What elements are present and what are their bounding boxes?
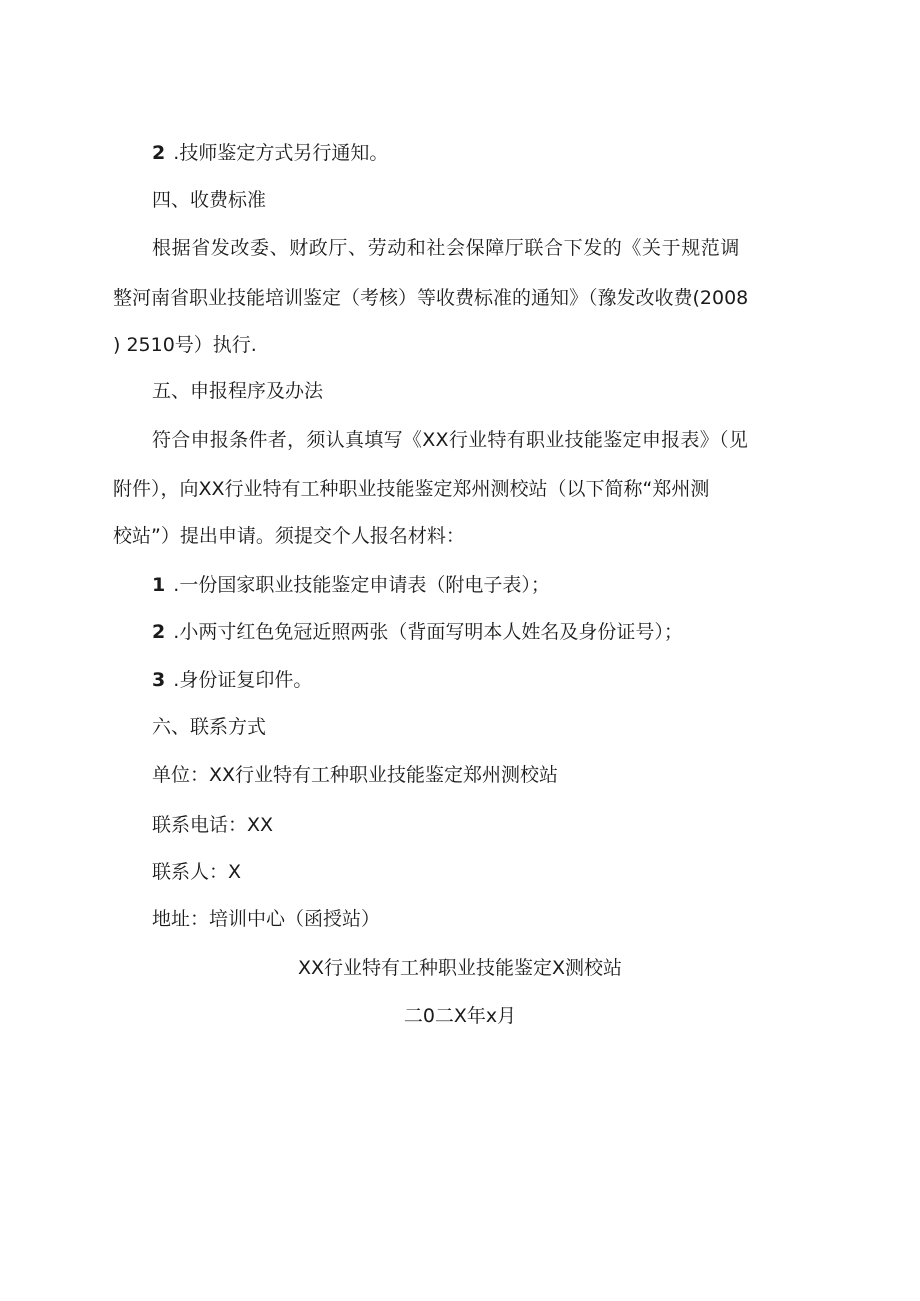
- material-item-3: [0, 665, 920, 695]
- item-text: .一份国家职业技能鉴定申请表（附电子表）；: [173, 574, 550, 596]
- contact-address: 地址：培训中心（函授站）: [152, 908, 381, 930]
- section-6-heading: 六、联系方式: [152, 716, 267, 738]
- item-text: .身份证复印件。: [173, 669, 313, 691]
- apply-paragraph-line-3: 校站”）提出申请。须提交个人报名材料：: [113, 525, 465, 547]
- apply-paragraph-line-1: 符合申报条件者，须认真填写《XX行业特有职业技能鉴定申报表》（见: [152, 429, 749, 451]
- item-number: 3: [152, 669, 166, 691]
- item-number: 2: [152, 621, 166, 643]
- material-item-1: [0, 570, 920, 600]
- section-4-heading: 四、收费标准: [152, 189, 267, 211]
- apply-paragraph-line-2: 附件），向XX行业特有工种职业技能鉴定郑州测校站（以下简称“郑州测: [113, 478, 710, 500]
- fee-paragraph-line-3: ) 2510号）执行.: [113, 334, 257, 356]
- item-number: 2: [152, 142, 166, 164]
- item-text: .小两寸红色免冠近照两张（背面写明本人姓名及身份证号）；: [173, 621, 683, 643]
- contact-person: 联系人：X: [152, 861, 242, 883]
- material-item-2: [0, 617, 920, 647]
- item-2-technician: [0, 138, 920, 168]
- section-5-heading: 五、申报程序及办法: [152, 380, 324, 402]
- item-text: .技师鉴定方式另行通知。: [173, 142, 389, 164]
- signature-date: 二0二X年x月: [403, 1005, 517, 1027]
- signature-organization: XX行业特有工种职业技能鉴定X测校站: [297, 957, 623, 979]
- item-number: 1: [152, 574, 166, 596]
- fee-paragraph-line-2: 整河南省职业技能培训鉴定（考核）等收费标准的通知》（豫发改收费(2008: [113, 287, 749, 309]
- fee-paragraph-line-1: 根据省发改委、财政厅、劳动和社会保障厅联合下发的《关于规范调: [152, 237, 741, 259]
- contact-unit: 单位：XX行业特有工种职业技能鉴定郑州测校站: [152, 764, 559, 786]
- contact-phone: 联系电话：XX: [152, 814, 274, 836]
